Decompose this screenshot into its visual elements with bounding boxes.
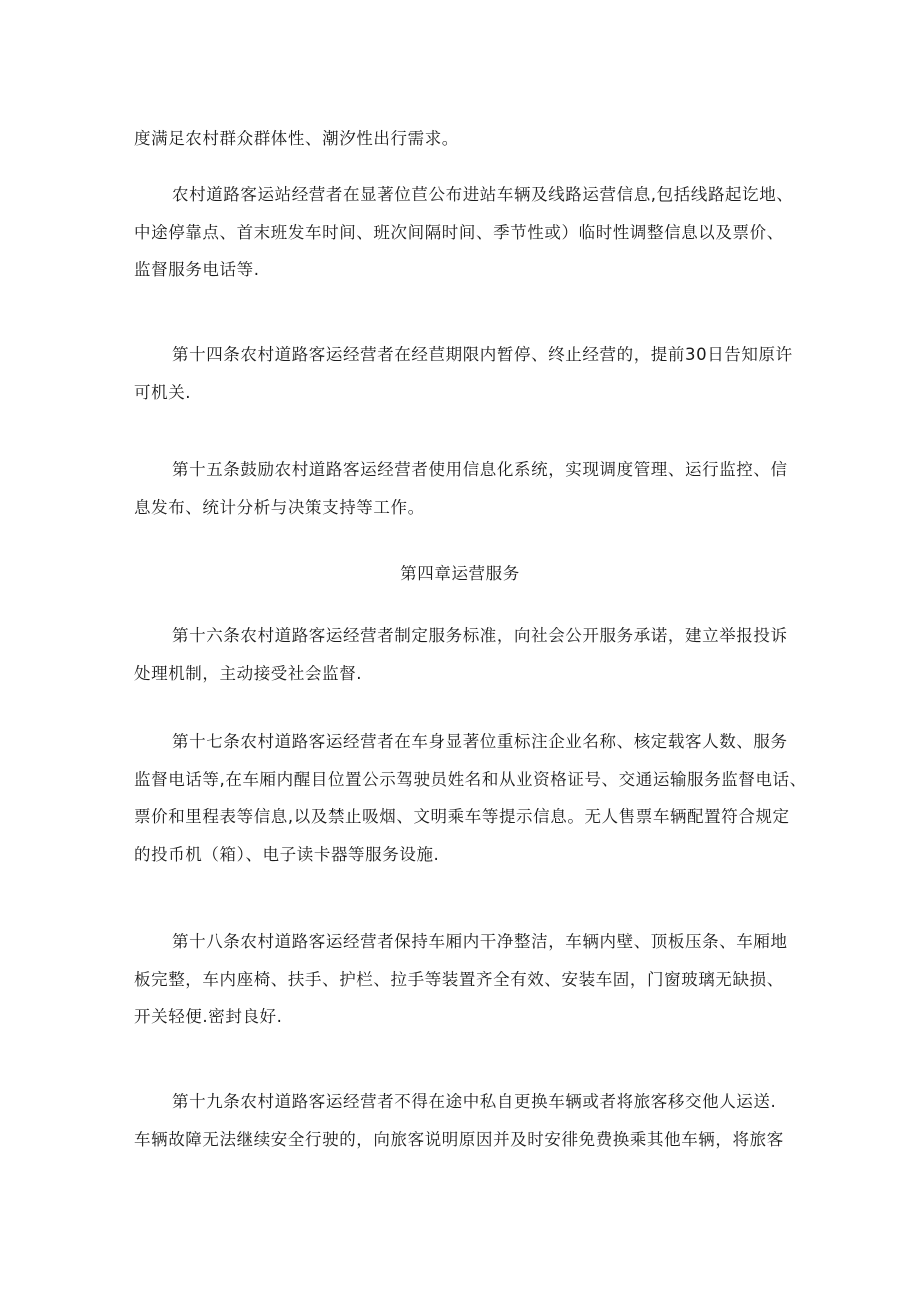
article-16 — [134, 617, 794, 692]
text-line: 第十四条农村道路客运经营者在经苣期限内暂停、终止经营的，提前30日告知原许 — [172, 345, 793, 364]
text-line: 的投币机（箱）、电子读卡器等服务设施. — [134, 844, 440, 864]
paragraph-station-info — [134, 176, 794, 289]
text-line: 度满足农村群众群体性、潮汐性出行需求。 — [134, 129, 459, 148]
text-line: 开关轻便.密封良好. — [134, 1007, 283, 1026]
text-line: 板完整，车内座椅、扶手、护栏、拉手等装置齐全有效、安装车固，门窗玻璃无缺损、 — [134, 969, 784, 989]
paragraph-continuation — [134, 120, 794, 158]
text-line: 车辆故障无法继续安全行驶的，向旅客说明原因并及时安徘免费换乘其他车辆，将旅客 — [134, 1129, 784, 1149]
text-line: 第十七条农村道路客运经营者在车身显著位重标注企业名称、核定载客人数、服务 — [172, 732, 788, 751]
text-line: 监督服务电话等. — [134, 260, 260, 279]
article-18 — [134, 923, 794, 1036]
text-line: 息发布、统计分析与决策支持等工作。 — [134, 497, 425, 517]
text-line: 监督电话等,在车厢内醒目位置公示驾驶员姓名和从业资格证号、交通运输服务监督电话、 — [134, 769, 807, 789]
text-line: 票价和里程表等信息,以及禁止吸烟、文明乘车等提示信息。无人售票车辆配置符合规定 — [134, 807, 790, 826]
article-14 — [134, 336, 794, 411]
article-15 — [134, 451, 794, 526]
text-line: 第十五条鼓励农村道路客运经营者使用信息化系统，实现调度管理、运行监控、信 — [172, 460, 788, 479]
text-line: 第十六条农村道路客运经营者制定服务标准，向社会公开服务承诺，建立举报投诉 — [172, 626, 788, 645]
chapter-heading: 第四章运营服务 — [400, 564, 520, 583]
text-line: 处理机制，主动接受社会监督. — [134, 663, 363, 683]
article-17 — [134, 723, 807, 873]
text-line: 中途停靠点、首末班发车时间、班次间隔时间、季节性或）临时性调整信息以及票价、 — [134, 222, 784, 242]
text-line: 可机关. — [134, 382, 192, 402]
text-line: 第十九条农村道路客运经营者不得在途中私自更换车辆或者将旅客移交他人运送. — [172, 1092, 777, 1111]
article-19 — [134, 1083, 794, 1158]
text-line: 农村道路客运站经营者在显著位苣公布进站车辆及线路运营信息,包括线路起讫地、 — [172, 185, 794, 204]
text-line: 第十八条农村道路客运经营者保持车厢内干净整洁，车辆内壁、顶板压条、车厢地 — [172, 932, 788, 951]
